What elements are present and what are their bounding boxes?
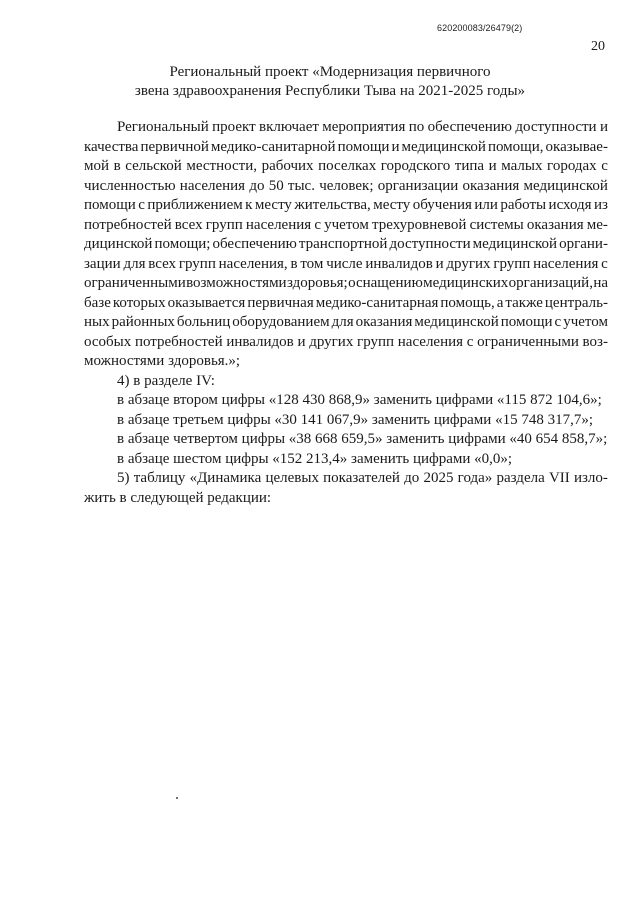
word: других	[309, 333, 354, 350]
word: инвалидов	[365, 255, 433, 272]
word: групп	[178, 255, 216, 272]
word: обеспечению	[427, 119, 513, 135]
word: и	[435, 255, 444, 272]
word: оборудованием	[232, 314, 330, 330]
paragraph-project-description	[84, 118, 608, 372]
word: ограниченными	[477, 333, 579, 350]
item4-line-3-text: в абзаце четвертом цифры «38 668 659,5» заменить цифрами «40 654 858,7»;	[117, 431, 608, 447]
word: а	[496, 294, 504, 311]
word: медицинской	[414, 314, 499, 330]
word: медико-санитарной	[210, 138, 336, 155]
word: том	[300, 255, 324, 272]
word: всех	[174, 216, 203, 233]
word: населения	[179, 177, 246, 194]
word: населения,	[218, 255, 288, 272]
paragraph-line	[84, 255, 608, 275]
word: показателей	[323, 470, 400, 486]
scan-artifact-dot	[176, 797, 178, 799]
word: потребностей	[134, 333, 223, 350]
item4-line-4	[84, 450, 608, 470]
paragraph-line	[84, 352, 608, 372]
word: городского	[380, 158, 451, 174]
item5-line-2	[84, 489, 608, 509]
word: можностями	[84, 353, 169, 369]
word: или	[474, 197, 498, 213]
word: воз-	[582, 333, 608, 350]
word: мой	[84, 158, 110, 174]
item5-line-2-text: жить в следующей редакции:	[84, 489, 272, 506]
word: помощи,	[487, 138, 544, 155]
word: ме-	[586, 216, 608, 233]
item5-line-1	[84, 469, 608, 489]
title-line-2: звена здравоохранения Республики Тыва на 2021-2025 годы»	[134, 83, 526, 99]
item4-line-4-text: в абзаце шестом цифры «152 213,4» заменить цифрами «0,0»;	[117, 450, 513, 467]
paragraph-line	[84, 313, 608, 333]
word: оснащению	[348, 275, 423, 291]
word: системы	[469, 216, 524, 233]
word: для	[331, 314, 354, 330]
item4-line-3	[84, 430, 608, 450]
word: медицинской	[523, 177, 608, 194]
word: трехуровневой	[372, 216, 467, 233]
word: до	[404, 470, 420, 486]
word: таблицу	[133, 470, 186, 486]
word: качества	[84, 138, 139, 155]
paragraph-line	[84, 274, 608, 294]
word: сельской	[125, 158, 182, 174]
word: в	[113, 158, 121, 174]
word: инвалидов	[226, 333, 294, 350]
word: дицинской	[84, 236, 153, 252]
word: на	[593, 275, 608, 291]
word: человек;	[319, 177, 374, 194]
word: месту	[254, 197, 292, 213]
paragraph-line	[84, 157, 608, 177]
word: медицинских	[423, 275, 509, 291]
word: жительства,	[294, 197, 371, 213]
word: органи-	[559, 236, 608, 252]
word: групп	[357, 333, 395, 350]
word: доступности	[515, 119, 597, 135]
word: и	[488, 158, 497, 174]
word: возможностями	[186, 275, 287, 291]
word: месту	[373, 197, 411, 213]
word: VII	[548, 470, 570, 486]
word: особых	[84, 333, 132, 350]
word: населения	[397, 333, 464, 350]
word: с	[601, 158, 608, 174]
document-body	[84, 118, 608, 508]
word: рабочих	[261, 158, 314, 174]
word: обучения	[412, 197, 472, 213]
word: больниц	[176, 314, 231, 330]
word: помощи	[500, 314, 553, 330]
item4-line-1	[84, 391, 608, 411]
word: местности,	[186, 158, 257, 174]
section-title	[90, 63, 570, 101]
item4-line-2-text: в абзаце третьем цифры «30 141 067,9» заменить цифрами «15 748 317,7»;	[117, 411, 593, 428]
word: районных	[111, 314, 175, 330]
word: тыс.	[287, 177, 315, 194]
word: приближением	[147, 197, 243, 213]
word: с	[138, 197, 145, 213]
word: поселках	[318, 158, 377, 174]
word: потребностей	[84, 216, 172, 233]
word: раздела	[496, 470, 545, 486]
title-line-1: Региональный проект «Модернизация первичного	[169, 64, 491, 80]
paragraph-line	[84, 138, 608, 158]
word: доступности	[389, 236, 471, 252]
word: года»	[457, 470, 493, 486]
word: населения	[533, 255, 599, 272]
word: первичной	[140, 138, 209, 155]
word: городах	[547, 158, 597, 174]
word: обеспечению	[212, 236, 297, 252]
word: базе	[84, 294, 111, 311]
item4-heading	[84, 372, 608, 392]
paragraph-line	[84, 333, 608, 353]
word: в	[290, 255, 298, 272]
word: 5)	[117, 470, 130, 486]
word: групп	[205, 216, 243, 233]
word: транспортной	[298, 236, 388, 252]
word: медицинской	[472, 236, 558, 252]
word: других	[446, 255, 491, 272]
word: целевых	[265, 470, 319, 486]
word: оказания	[526, 216, 584, 233]
word: проект	[212, 119, 256, 135]
word: работы	[500, 197, 547, 213]
word: учетом	[324, 216, 369, 233]
word: централь-	[544, 294, 608, 311]
word: изло-	[573, 470, 608, 486]
word: оказывается	[167, 294, 246, 311]
word: организаций,	[508, 275, 593, 291]
word: помощи	[84, 197, 136, 213]
word: первичная	[247, 294, 314, 311]
word: «Динамика	[189, 470, 262, 486]
word: к	[245, 197, 253, 213]
word: учетом	[563, 314, 608, 330]
paragraph-line	[84, 196, 608, 216]
word: из	[594, 197, 608, 213]
item4-line-1-text: в абзаце втором цифры «128 430 868,9» заменить цифрами «115 872 104,6»;	[117, 392, 602, 408]
word: включает	[259, 119, 319, 135]
word: по	[408, 119, 425, 135]
word: оказывае-	[545, 138, 608, 155]
word: оказания	[355, 314, 413, 330]
paragraph-line	[84, 216, 608, 236]
item4-line-2	[84, 411, 608, 431]
document-code: 620200083/26479(2)	[437, 23, 523, 33]
paragraph-line	[84, 177, 608, 197]
word: помощи	[337, 138, 390, 155]
page-number: 20	[591, 39, 605, 54]
paragraph-line	[84, 235, 608, 255]
word: населения	[245, 216, 312, 233]
word: которых	[112, 294, 166, 311]
word: организации	[377, 177, 459, 194]
word: медицинской	[401, 138, 486, 155]
item4-heading-text: 4) в разделе IV:	[117, 372, 215, 389]
word: помощь,	[440, 294, 495, 311]
word: 2025	[423, 470, 454, 486]
paragraph-line	[84, 294, 608, 314]
word: медико-санитарная	[315, 294, 439, 311]
word: зации	[84, 255, 121, 272]
word: типа	[454, 158, 485, 174]
word: с	[314, 216, 321, 233]
word: до	[249, 177, 265, 194]
paragraph-line	[84, 118, 608, 138]
word: здоровья;	[286, 275, 348, 291]
word: и	[391, 138, 400, 155]
word: с	[466, 333, 474, 350]
word: оказания	[462, 177, 520, 194]
word: ных	[84, 314, 110, 330]
word: с	[554, 314, 562, 330]
word: ограниченными	[84, 275, 186, 291]
word: для	[123, 255, 146, 272]
word: Региональный	[117, 119, 209, 135]
word: групп	[493, 255, 531, 272]
word: также	[505, 294, 543, 311]
word: всех	[148, 255, 177, 272]
word: исходя	[548, 197, 592, 213]
word: 50	[268, 177, 284, 194]
word: мероприятия	[322, 119, 406, 135]
word: и	[599, 119, 608, 135]
word: с	[601, 255, 608, 272]
word: помощи;	[154, 236, 211, 252]
word: численностью	[84, 177, 176, 194]
word: числе	[326, 255, 363, 272]
word: и	[297, 333, 306, 350]
word: малых	[501, 158, 543, 174]
word: здоровья.»;	[168, 353, 241, 369]
